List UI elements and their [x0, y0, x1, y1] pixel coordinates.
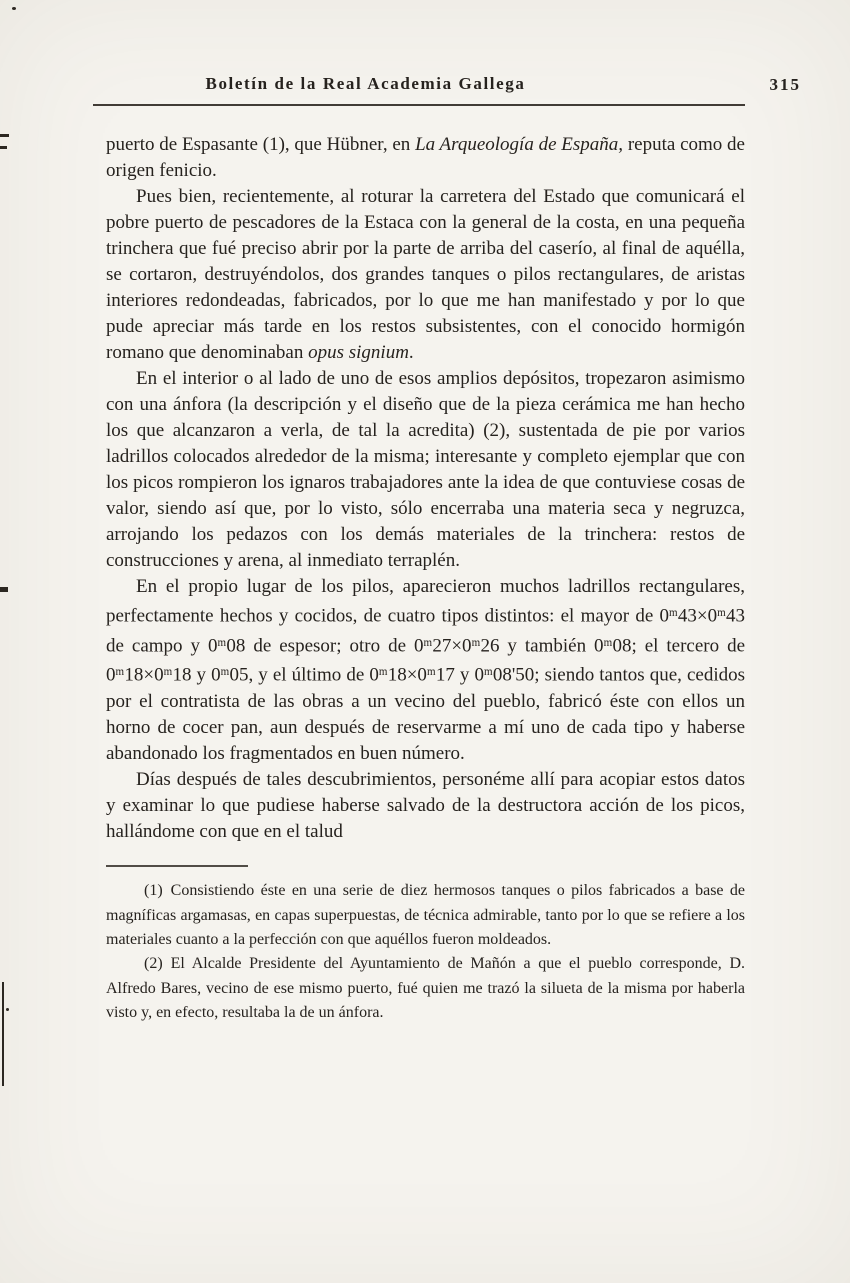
superscript-text: m: [423, 636, 433, 649]
superscript-text: m: [483, 666, 493, 679]
text-run: 18×0: [124, 665, 164, 687]
text-run: 26 y también 0: [480, 635, 604, 657]
journal-title: Boletín de la Real Academia Gallega: [205, 74, 526, 93]
text-run: puerto de Espasante (1), que Hübner, en: [106, 134, 416, 155]
text-run: Días después de tales descubrimientos, personéme allí para acopiar estos datos y examinar lo que pudiese haberse salvado de la destructora acción de los picos, hallándome con que en el talud: [106, 769, 745, 843]
superscript-text: m: [115, 666, 125, 679]
text-run: En el propio lugar de los pilos, aparecieron muchos ladrillos rectangulares, perfectamente hechos y cocidos, de cuatro tipos distintos: el mayor de 0: [106, 576, 745, 627]
superscript-text: m: [717, 607, 726, 619]
paragraph: [106, 132, 745, 184]
italic-text: La Arqueología de España,: [415, 134, 624, 155]
header-rule: [93, 104, 745, 106]
body-text: [106, 132, 745, 845]
superscript-text: m: [426, 666, 436, 679]
footnote: [106, 952, 745, 1025]
scan-artifact: [0, 587, 8, 592]
scan-artifact: [0, 146, 7, 149]
italic-text: opus signium: [308, 342, 409, 363]
text-run: 08; el tercero de 0: [106, 635, 746, 687]
text-run: .: [408, 342, 414, 363]
text-run: 05, y el último de 0: [229, 665, 379, 687]
scan-artifact: [6, 1008, 9, 1011]
superscript-text: m: [220, 666, 230, 679]
text-run: 08 de espesor; otro de 0: [226, 635, 424, 657]
text-run: 43 de campo y 0: [106, 605, 745, 657]
paragraph: [106, 767, 745, 845]
superscript-text: m: [471, 636, 481, 649]
paragraph: [106, 574, 745, 767]
text-run: En el interior o al lado de uno de esos amplios depósitos, tropezaron asimismo con una ánfora (la descripción y el diseño que de la pieza cerámica me han hecho los que alcanzaron a verla, de tal la acredita) (2), sustentada de pie por varios ladrillos colocados alrededor de la misma; interesante y completo ejemplar que con los picos rompieron los ignaros trabajadores ante la idea de que contuviese cosas de valor, siendo así que, por lo visto, sólo encerraba una materia seca y negruzca, arrojando los pedazos con los demás materiales de la trinchera: restos de construcciones y arena, al inmediato terraplén.: [106, 368, 745, 571]
text-run: 43×0: [677, 605, 718, 627]
superscript-text: m: [603, 636, 613, 649]
superscript-text: m: [163, 666, 173, 679]
text-run: (2) El Alcalde Presidente del Ayuntamiento de Mañón a que el pueblo corresponde, D. Alfredo Bares, vecino de ese mismo puerto, fué quien me trazó la silueta de la misma por haberla visto y, en efecto, resultaba la de un ánfora.: [106, 955, 745, 1022]
text-run: 18 y 0: [172, 665, 221, 687]
footnote-rule: [106, 865, 248, 867]
text-run: 17 y 0: [435, 665, 484, 687]
page-header: [106, 74, 801, 100]
footnote: [106, 879, 745, 952]
superscript-text: m: [378, 666, 388, 679]
scan-artifact: [0, 134, 9, 137]
paragraph: [106, 184, 745, 366]
text-run: reputa como de origen fenicio.: [106, 134, 745, 181]
scan-artifact: [2, 982, 4, 1086]
text-run: (1) Consistiendo éste en una serie de diez hermosos tanques o pilos fabricados a base de magníficas argamasas, en capas superpuestas, de técnica admirable, tanto por lo que se refiere a los materiales cuanto a la perfección con que aquéllos fueron moldeados.: [106, 882, 745, 948]
paragraph: [106, 366, 745, 574]
page-number: 315: [769, 75, 801, 94]
text-run: Pues bien, recientemente, al roturar la carretera del Estado que comunicará el pobre puerto de pescadores de la Estaca con la general de la costa, en una pequeña trinchera que fué preciso abrir por la parte de arriba del caserío, al final de aquélla, se cortaron, destruyéndolos, dos grandes tanques o pilos rectangulares, de aristas interiores redondeadas, fabricados, por lo que me han manifestado y por lo que pude apreciar más tarde en los restos subsistentes, con el conocido hormigón romano que denominaban: [106, 186, 745, 363]
superscript-text: m: [217, 636, 227, 649]
scan-artifact: [12, 7, 16, 10]
superscript-text: m: [669, 607, 678, 619]
footnotes: [106, 879, 745, 1025]
text-run: 18×0: [387, 665, 427, 687]
text-run: 08'50; siendo tantos que, cedidos por el contratista de las obras a un vecino del pueblo, fabricó éste con ellos un horno de cocer pan, aun después de reservarme a mí uno de cada tipo y haberse abandonado los fragmentados en buen número.: [106, 665, 746, 765]
text-run: 27×0: [432, 635, 472, 657]
